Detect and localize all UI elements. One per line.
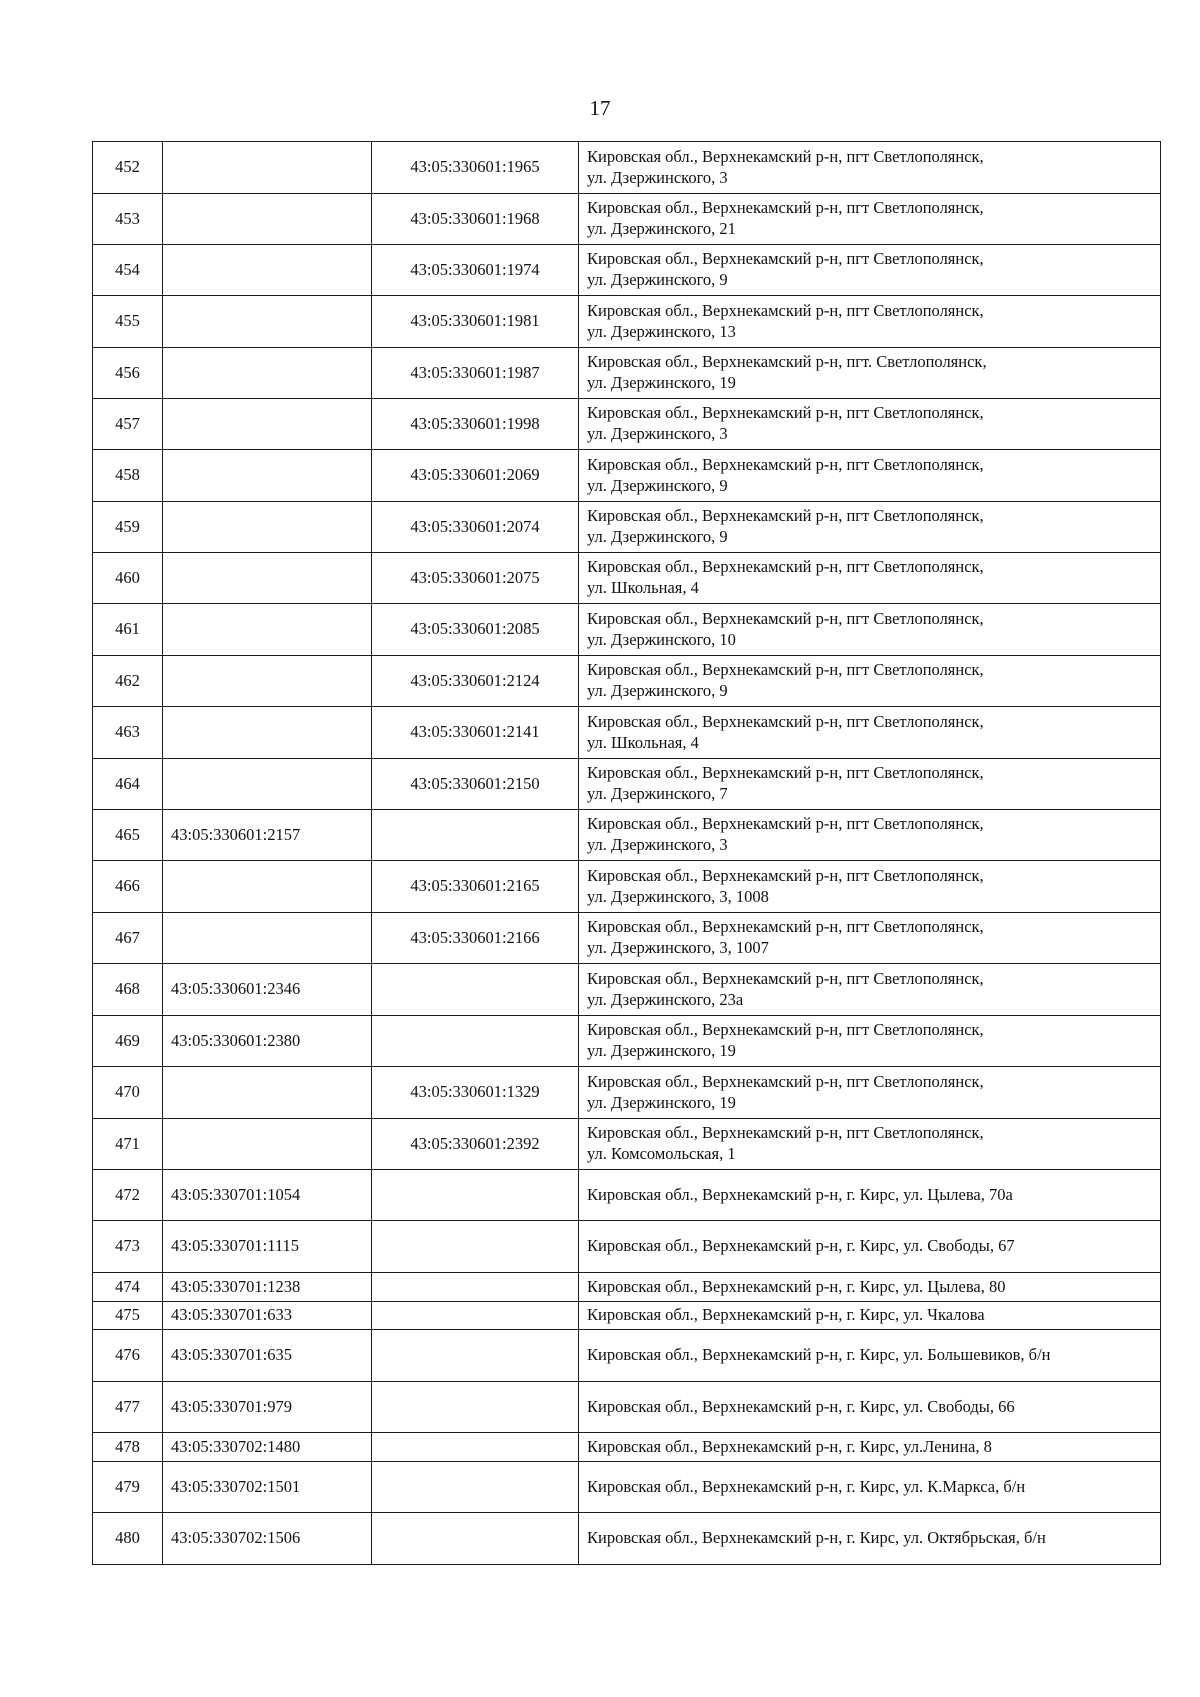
table-row <box>93 810 1161 861</box>
cadastral-number-cell-a <box>163 913 372 964</box>
table-row <box>93 913 1161 964</box>
address-line-2: ул. Дзержинского, 19 <box>587 1092 736 1112</box>
address-cell <box>579 1221 1161 1273</box>
address-cell <box>579 810 1161 861</box>
address-line-2: ул. Школьная, 4 <box>587 732 699 752</box>
cadastral-number-cell-a <box>163 348 372 399</box>
cadastral-number-cell-b <box>372 1016 579 1067</box>
row-number-cell: 458 <box>93 450 163 502</box>
row-number-cell: 455 <box>93 296 163 348</box>
address-line-2: ул. Дзержинского, 9 <box>587 527 728 546</box>
address-line-1: Кировская обл., Верхнекамский р-н, г. Кирс, ул. Цылева, 70а <box>587 1184 1013 1204</box>
address-line-1: Кировская обл., Верхнекамский р-н, пгт Светлополянск, <box>587 198 984 218</box>
address-cell <box>579 861 1161 913</box>
cadastral-number-cell-b: 43:05:330601:1974 <box>372 245 579 296</box>
address-line-1: Кировская обл., Верхнекамский р-н, г. Кирс, ул. К.Маркса, б/н <box>587 1476 1026 1496</box>
table-row <box>93 1170 1161 1221</box>
address-cell <box>579 707 1161 759</box>
cadastral-number-cell-a <box>163 245 372 296</box>
row-number-cell: 465 <box>93 810 163 861</box>
cadastral-number-cell-a: 43:05:330702:1501 <box>163 1462 372 1513</box>
address-line-1: Кировская обл., Верхнекамский р-н, пгт Светлополянск, <box>587 608 984 628</box>
address-cell <box>579 964 1161 1016</box>
cadastral-number-cell-a <box>163 142 372 194</box>
row-number-cell: 470 <box>93 1067 163 1119</box>
address-line-1: Кировская обл., Верхнекамский р-н, пгт Светлополянск, <box>587 454 984 474</box>
cadastral-number-cell-b: 43:05:330601:2085 <box>372 604 579 656</box>
cadastral-number-cell-b <box>372 1433 579 1462</box>
table-row <box>93 656 1161 707</box>
cadastral-number-cell-b <box>372 1513 579 1565</box>
cadastral-number-cell-b: 43:05:330601:1987 <box>372 348 579 399</box>
address-line-1: Кировская обл., Верхнекамский р-н, г. Кирс, ул. Свободы, 66 <box>587 1396 1015 1416</box>
cadastral-number-cell-b <box>372 1170 579 1221</box>
address-line-2: ул. Дзержинского, 9 <box>587 270 728 289</box>
address-line-1: Кировская обл., Верхнекамский р-н, пгт Светлополянск, <box>587 917 984 937</box>
address-line-2: ул. Школьная, 4 <box>587 578 699 597</box>
cadastral-number-cell-b <box>372 1330 579 1382</box>
cadastral-number-cell-a: 43:05:330701:1238 <box>163 1273 372 1302</box>
address-cell <box>579 759 1161 810</box>
address-line-1: Кировская обл., Верхнекамский р-н, пгт Светлополянск, <box>587 506 984 526</box>
cadastral-number-cell-b <box>372 964 579 1016</box>
table-row <box>93 296 1161 348</box>
address-line-1: Кировская обл., Верхнекамский р-н, пгт Светлополянск, <box>587 865 984 885</box>
cadastral-number-cell-a <box>163 194 372 245</box>
address-line-2: ул. Дзержинского, 7 <box>587 784 728 803</box>
address-cell <box>579 656 1161 707</box>
address-cell <box>579 1119 1161 1170</box>
cadastral-number-cell-a: 43:05:330701:979 <box>163 1382 372 1433</box>
cadastral-number-cell-b <box>372 1273 579 1302</box>
address-cell <box>579 296 1161 348</box>
address-line-1: Кировская обл., Верхнекамский р-н, пгт Светлополянск, <box>587 1020 984 1040</box>
address-line-1: Кировская обл., Верхнекамский р-н, г. Кирс, ул. Октябрьская, б/н <box>587 1528 1046 1548</box>
address-cell <box>579 1016 1161 1067</box>
address-cell <box>579 1433 1161 1462</box>
table-row <box>93 1273 1161 1302</box>
cadastral-number-cell-a: 43:05:330701:635 <box>163 1330 372 1382</box>
row-number-cell: 478 <box>93 1433 163 1462</box>
address-cell <box>579 1273 1161 1302</box>
table-row <box>93 1513 1161 1565</box>
address-line-2: ул. Дзержинского, 3 <box>587 167 728 187</box>
table-row <box>93 861 1161 913</box>
row-number-cell: 460 <box>93 553 163 604</box>
address-line-2: ул. Дзержинского, 19 <box>587 373 736 392</box>
row-number-cell: 474 <box>93 1273 163 1302</box>
table-row <box>93 450 1161 502</box>
row-number-cell: 462 <box>93 656 163 707</box>
table-row <box>93 348 1161 399</box>
cadastral-number-cell-b: 43:05:330601:2166 <box>372 913 579 964</box>
cadastral-number-cell-b: 43:05:330601:2150 <box>372 759 579 810</box>
cadastral-number-cell-b <box>372 1302 579 1330</box>
row-number-cell: 467 <box>93 913 163 964</box>
address-line-1: Кировская обл., Верхнекамский р-н, пгт Светлополянск, <box>587 660 984 680</box>
address-cell <box>579 1330 1161 1382</box>
address-cell <box>579 348 1161 399</box>
address-cell <box>579 1302 1161 1330</box>
cadastral-number-cell-a: 43:05:330701:1054 <box>163 1170 372 1221</box>
table-row <box>93 1016 1161 1067</box>
cadastral-number-cell-a: 43:05:330702:1480 <box>163 1433 372 1462</box>
registry-body <box>93 142 1161 1565</box>
row-number-cell: 479 <box>93 1462 163 1513</box>
address-line-1: Кировская обл., Верхнекамский р-н, пгт Светлополянск, <box>587 1071 984 1091</box>
address-cell <box>579 399 1161 450</box>
row-number-cell: 461 <box>93 604 163 656</box>
address-cell <box>579 553 1161 604</box>
table-row <box>93 1433 1161 1462</box>
address-line-2: ул. Дзержинского, 10 <box>587 629 736 649</box>
cadastral-number-cell-b: 43:05:330601:2392 <box>372 1119 579 1170</box>
cadastral-number-cell-a <box>163 604 372 656</box>
row-number-cell: 456 <box>93 348 163 399</box>
cadastral-number-cell-a <box>163 861 372 913</box>
address-line-2: ул. Дзержинского, 21 <box>587 219 736 238</box>
cadastral-number-cell-b <box>372 1221 579 1273</box>
row-number-cell: 466 <box>93 861 163 913</box>
address-line-1: Кировская обл., Верхнекамский р-н, пгт Светлополянск, <box>587 146 984 166</box>
row-number-cell: 480 <box>93 1513 163 1565</box>
table-row <box>93 1302 1161 1330</box>
cadastral-number-cell-a: 43:05:330601:2157 <box>163 810 372 861</box>
row-number-cell: 477 <box>93 1382 163 1433</box>
page-number: 17 <box>589 96 611 120</box>
address-cell <box>579 450 1161 502</box>
cadastral-number-cell-b: 43:05:330601:1968 <box>372 194 579 245</box>
address-line-1: Кировская обл., Верхнекамский р-н, г. Кирс, ул.Ленина, 8 <box>587 1436 992 1456</box>
row-number-cell: 472 <box>93 1170 163 1221</box>
address-cell <box>579 913 1161 964</box>
cadastral-number-cell-a <box>163 1119 372 1170</box>
address-line-1: Кировская обл., Верхнекамский р-н, пгт Светлополянск, <box>587 814 984 834</box>
table-row <box>93 604 1161 656</box>
cadastral-number-cell-a <box>163 399 372 450</box>
cadastral-number-cell-b <box>372 1382 579 1433</box>
cadastral-number-cell-b: 43:05:330601:1998 <box>372 399 579 450</box>
address-cell <box>579 245 1161 296</box>
row-number-cell: 459 <box>93 502 163 553</box>
row-number-cell: 473 <box>93 1221 163 1273</box>
table-row <box>93 1330 1161 1382</box>
address-cell <box>579 1382 1161 1433</box>
cadastral-number-cell-b <box>372 1462 579 1513</box>
cadastral-number-cell-a: 43:05:330702:1506 <box>163 1513 372 1565</box>
cadastral-number-cell-a <box>163 296 372 348</box>
address-cell <box>579 1067 1161 1119</box>
address-line-1: Кировская обл., Верхнекамский р-н, пгт Светлополянск, <box>587 763 984 783</box>
address-line-1: Кировская обл., Верхнекамский р-н, пгт Светлополянск, <box>587 300 984 320</box>
cadastral-number-cell-a: 43:05:330601:2346 <box>163 964 372 1016</box>
row-number-cell: 475 <box>93 1302 163 1330</box>
table-row <box>93 142 1161 194</box>
property-registry-table <box>92 141 1161 1565</box>
address-cell <box>579 142 1161 194</box>
address-line-1: Кировская обл., Верхнекамский р-н, пгт Светлополянск, <box>587 968 984 988</box>
table-row <box>93 1382 1161 1433</box>
row-number-cell: 468 <box>93 964 163 1016</box>
cadastral-number-cell-b: 43:05:330601:2141 <box>372 707 579 759</box>
row-number-cell: 453 <box>93 194 163 245</box>
address-line-1: Кировская обл., Верхнекамский р-н, пгт Светлополянск, <box>587 711 984 731</box>
address-line-1: Кировская обл., Верхнекамский р-н, г. Кирс, ул. Цылева, 80 <box>587 1276 1006 1296</box>
address-line-2: ул. Комсомольская, 1 <box>587 1144 736 1163</box>
table-row <box>93 1119 1161 1170</box>
address-cell <box>579 604 1161 656</box>
row-number-cell: 454 <box>93 245 163 296</box>
cadastral-number-cell-a <box>163 553 372 604</box>
cadastral-number-cell-a <box>163 656 372 707</box>
table-row <box>93 1221 1161 1273</box>
address-line-1: Кировская обл., Верхнекамский р-н, пгт Светлополянск, <box>587 557 984 577</box>
cadastral-number-cell-a <box>163 1067 372 1119</box>
row-number-cell: 452 <box>93 142 163 194</box>
address-line-1: Кировская обл., Верхнекамский р-н, г. Кирс, ул. Большевиков, б/н <box>587 1345 1051 1365</box>
address-line-2: ул. Дзержинского, 3 <box>587 424 728 443</box>
table-row <box>93 245 1161 296</box>
address-cell <box>579 1462 1161 1513</box>
row-number-cell: 469 <box>93 1016 163 1067</box>
cadastral-number-cell-b: 43:05:330601:2124 <box>372 656 579 707</box>
cadastral-number-cell-a: 43:05:330701:633 <box>163 1302 372 1330</box>
cadastral-number-cell-b: 43:05:330601:2069 <box>372 450 579 502</box>
cadastral-number-cell-b: 43:05:330601:2075 <box>372 553 579 604</box>
cadastral-number-cell-b: 43:05:330601:2074 <box>372 502 579 553</box>
table-row <box>93 399 1161 450</box>
cadastral-number-cell-a: 43:05:330601:2380 <box>163 1016 372 1067</box>
row-number-cell: 463 <box>93 707 163 759</box>
address-line-2: ул. Дзержинского, 9 <box>587 681 728 700</box>
table-row <box>93 759 1161 810</box>
table-row <box>93 553 1161 604</box>
cadastral-number-cell-b: 43:05:330601:1965 <box>372 142 579 194</box>
table-row <box>93 502 1161 553</box>
cadastral-number-cell-b: 43:05:330601:2165 <box>372 861 579 913</box>
address-line-1: Кировская обл., Верхнекамский р-н, г. Кирс, ул. Чкалова <box>587 1305 985 1325</box>
cadastral-number-cell-a <box>163 502 372 553</box>
cadastral-number-cell-a <box>163 450 372 502</box>
address-cell <box>579 502 1161 553</box>
address-line-1: Кировская обл., Верхнекамский р-н, г. Кирс, ул. Свободы, 67 <box>587 1236 1015 1256</box>
address-cell <box>579 194 1161 245</box>
address-line-2: ул. Дзержинского, 23а <box>587 989 744 1009</box>
address-line-1: Кировская обл., Верхнекамский р-н, пгт Светлополянск, <box>587 249 984 269</box>
cadastral-number-cell-a <box>163 707 372 759</box>
table-row <box>93 1067 1161 1119</box>
address-line-2: ул. Дзержинского, 9 <box>587 475 728 495</box>
address-line-2: ул. Дзержинского, 13 <box>587 321 736 341</box>
address-cell <box>579 1513 1161 1565</box>
table-row <box>93 707 1161 759</box>
table-row <box>93 1462 1161 1513</box>
address-line-2: ул. Дзержинского, 3, 1008 <box>587 886 769 906</box>
row-number-cell: 457 <box>93 399 163 450</box>
cadastral-number-cell-a <box>163 759 372 810</box>
cadastral-number-cell-a: 43:05:330701:1115 <box>163 1221 372 1273</box>
address-line-1: Кировская обл., Верхнекамский р-н, пгт. Светлополянск, <box>587 352 987 372</box>
table-row <box>93 194 1161 245</box>
address-line-1: Кировская обл., Верхнекамский р-н, пгт Светлополянск, <box>587 1123 984 1143</box>
row-number-cell: 464 <box>93 759 163 810</box>
cadastral-number-cell-b: 43:05:330601:1329 <box>372 1067 579 1119</box>
address-line-1: Кировская обл., Верхнекамский р-н, пгт Светлополянск, <box>587 403 984 423</box>
row-number-cell: 476 <box>93 1330 163 1382</box>
address-line-2: ул. Дзержинского, 3, 1007 <box>587 938 769 957</box>
address-line-2: ул. Дзержинского, 19 <box>587 1041 736 1060</box>
address-line-2: ул. Дзержинского, 3 <box>587 835 728 854</box>
cadastral-number-cell-b: 43:05:330601:1981 <box>372 296 579 348</box>
row-number-cell: 471 <box>93 1119 163 1170</box>
table-row <box>93 964 1161 1016</box>
address-cell <box>579 1170 1161 1221</box>
cadastral-number-cell-b <box>372 810 579 861</box>
